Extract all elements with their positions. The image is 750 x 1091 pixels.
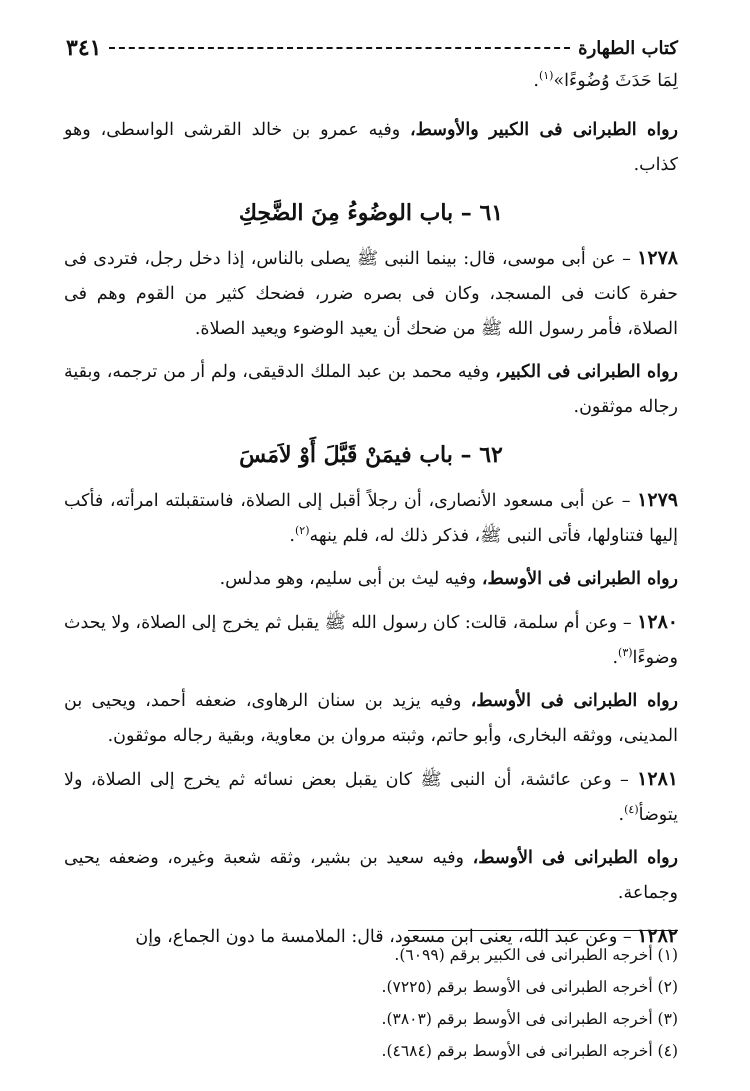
- hadith-entry: ١٢٧٩ – عن أبى مسعود الأنصارى، أن رجلاً أقبل إلى الصلاة، فاستقبلته امرأته، فأكب إليها فتناولها، فأتى النبى ﷺ، فذكر ذلك له، فلم ينهه$^{(٢)}$.: [64, 489, 678, 546]
- footnote-ref: (٤): [624, 803, 639, 817]
- source-note: رواه الطبرانى فى الكبير والأوسط، وفيه عمرو بن خالد القرشى الواسطى، وهو كذاب.: [64, 120, 678, 175]
- footnote: (٤) أخرجه الطبرانى فى الأوسط برقم (٤٦٨٤).: [381, 1042, 678, 1060]
- source-label: رواه الطبرانى فى الكبير،: [495, 362, 678, 382]
- continuation-text: لِمَا حَدَثَ وُضُوءًا»$^{(١)}$.: [533, 69, 678, 91]
- footnote-ref: (٢): [294, 524, 310, 538]
- hadith-number: ١٢٧٩: [637, 489, 678, 511]
- hadith-entry: ١٢٨٢ – وعن عبد الله، يعنى ابن مسعود، قال: الملامسة ما دون الجماع، وإن: [135, 925, 678, 947]
- source-note: رواه الطبرانى فى الكبير، وفيه محمد بن عبد الملك الدقيقى، ولم أر من ترجمه، وبقية رجاله موثقون.: [64, 362, 678, 417]
- hadith-number: ١٢٨٢: [637, 925, 678, 947]
- source-label: رواه الطبرانى فى الأوسط،: [470, 691, 678, 711]
- source-note: رواه الطبرانى فى الأوسط، وفيه سعيد بن بشير، وثقه شعبة وغيره، وضعفه يحيى وجماعة.: [64, 848, 679, 903]
- source-label: رواه الطبرانى فى الكبير والأوسط،: [410, 120, 678, 140]
- source-note: رواه الطبرانى فى الأوسط، وفيه ليث بن أبى سليم، وهو مدلس.: [219, 569, 678, 589]
- footnote-ref: (٣): [618, 646, 633, 660]
- header-dash-line: [109, 47, 570, 49]
- hadith-entry: ١٢٨١ – وعن عائشة، أن النبى ﷺ كان يقبل بعض نسائه ثم يخرج إلى الصلاة، ولا يتوضأ$^{(٤)}$.: [64, 768, 678, 825]
- footnote-ref: (١): [538, 69, 554, 83]
- chapter-heading: ٦١ – باب الوضُوءُ مِنَ الضَّحِكِ: [238, 200, 504, 226]
- source-label: رواه الطبرانى فى الأوسط،: [481, 569, 678, 589]
- source-label: رواه الطبرانى فى الأوسط،: [472, 848, 679, 868]
- hadith-number: ١٢٨١: [637, 768, 678, 790]
- footnotes-section: [64, 930, 678, 1067]
- footnote: (٢) أخرجه الطبرانى فى الأوسط برقم (٧٢٢٥).: [381, 978, 678, 996]
- source-note: رواه الطبرانى فى الأوسط، وفيه يزيد بن سنان الرهاوى، ضعفه أحمد، ويحيى بن المدينى، ووثقه البخارى، وأبو حاتم، وثبته مروان بن معاوية، وبقية رجاله موثقون.: [64, 691, 678, 746]
- footnote-divider: [408, 930, 678, 931]
- hadith-entry: ١٢٨٠ – وعن أم سلمة، قالت: كان رسول الله ﷺ يقبل ثم يخرج إلى الصلاة، ولا يحدث وضوءًا$^{(٣)}$.: [64, 611, 678, 668]
- running-header: [66, 34, 678, 62]
- book-title: كتاب الطهارة: [578, 37, 678, 59]
- hadith-number: ١٢٧٨: [637, 247, 678, 269]
- page-body: [64, 64, 678, 963]
- hadith-number: ١٢٨٠: [637, 611, 678, 633]
- chapter-heading: ٦٢ – باب فيمَنْ قَبَّلَ أَوْ لاَمَسَ: [239, 442, 503, 468]
- page-number: ٣٤١: [66, 35, 102, 61]
- footnote: (١) أخرجه الطبرانى فى الكبير برقم (٦٠٩٩).: [394, 946, 678, 964]
- hadith-entry: ١٢٧٨ – عن أبى موسى، قال: بينما النبى ﷺ يصلى بالناس، إذا دخل رجل، فتردى فى حفرة كانت فى المسجد، وكان فى بصره ضرر، فضحك كثير من القوم وهم فى الصلاة، فأمر رسول الله ﷺ من ضحك أن يعيد الوضوء ويعيد الصلاة.: [64, 247, 678, 339]
- footnote: (٣) أخرجه الطبرانى فى الأوسط برقم (٣٨٠٣).: [381, 1010, 678, 1028]
